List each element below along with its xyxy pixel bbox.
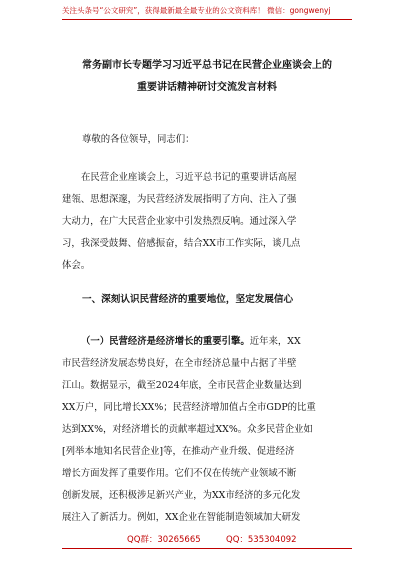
document-title-line-1: 常务副市长专题学习习近平总书记在民营企业座谈会上的	[82, 60, 332, 71]
body-line: 增长方面发挥了重要作用。它们不仅在传统产业领域不断	[62, 468, 297, 479]
body-line: 江山。数据显示，截至2024年底，全市民营企业数量达到	[62, 380, 302, 391]
body-line: XX万户，同比增长XX%；民营经济增加值占全市GDP的比重	[62, 402, 316, 413]
intro-paragraph	[62, 167, 352, 277]
intro-line: 建瓴、思想深邃，为民营经济发展指明了方向、注入了强	[62, 194, 297, 205]
header-divider	[62, 19, 352, 20]
body-line: 创新发展，还积极涉足新兴产业，为XX市经济的多元化发	[62, 490, 301, 501]
intro-line: 在民营企业座谈会上，习近平总书记的重要讲话高屋	[81, 172, 297, 183]
body-line-first	[62, 331, 352, 353]
body-line: 展注入了新活力。例如，XX企业在智能制造领域加大研发	[62, 512, 301, 523]
body-line: 达到XX%，对经济增长的贡献率超过XX%。众多民营企业如	[62, 424, 313, 435]
intro-line: 体会。	[62, 260, 91, 271]
footer-divider	[62, 548, 352, 549]
body-line: 市民营经济发展态势良好，在全市经济总量中占据了半壁	[62, 358, 297, 369]
sub-heading-tail: 近年来，XX	[249, 336, 301, 347]
footer-qq-number: QQ：535304092	[226, 535, 297, 545]
header-banner: 关注头条号“公文研究”，获得最新最全最专业的公文资料库！ 微信：gongwenyj	[62, 6, 331, 15]
footer-qq-group: QQ群：30265665	[127, 535, 201, 545]
section-heading: 一、深刻认识民营经济的重要地位，坚定发展信心	[82, 294, 294, 305]
intro-line: 大动力，在广大民营企业家中引发热烈反响。通过深入学	[62, 216, 297, 227]
sub-heading: （一）民营经济是经济增长的重要引擎。	[81, 336, 250, 347]
intro-line: 习，我深受鼓舞、倍感振奋，结合XX市工作实际，谈几点	[62, 238, 301, 249]
document-title-line-2: 重要讲话精神研讨交流发言材料	[137, 82, 277, 93]
greeting: 尊敬的各位领导，同志们：	[82, 134, 195, 145]
body-line: [列举本地知名民营企业]等，在推动产业升级、促进经济	[62, 446, 295, 457]
body-paragraph	[62, 331, 352, 529]
